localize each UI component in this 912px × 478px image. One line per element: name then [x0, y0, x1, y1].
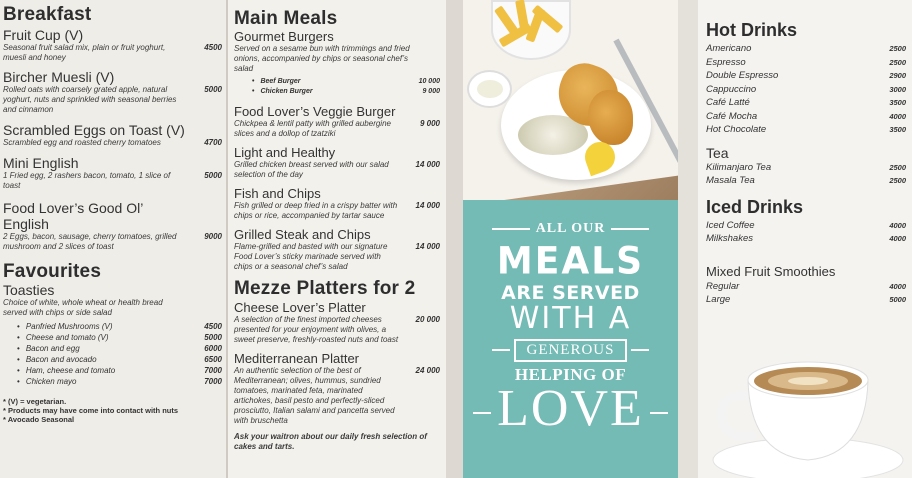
drink-price: 4000	[889, 220, 906, 230]
list-item	[706, 110, 908, 124]
drink-name: Espresso	[706, 56, 746, 68]
main-meals-panel	[228, 0, 446, 478]
toastie-name: • Panfried Mushrooms (V)	[17, 321, 113, 332]
drink-name: Large	[706, 294, 731, 305]
toastie-price: 7000	[204, 377, 222, 386]
menu-item	[234, 300, 440, 345]
burgers-desc: Served on a sesame bun with trimmings and fried onions, accompanied by chips or seasonal chef’s salad	[234, 44, 410, 73]
item-desc: Flame-grilled and basted with our signature Food Lover’s sticky marinade served with chips or a seasonal chef’s salad	[234, 242, 388, 271]
item-title: Fruit Cup (V)	[3, 27, 84, 43]
toastie-price: 6500	[204, 355, 222, 364]
tea-list	[706, 161, 908, 188]
drink-price: 3500	[889, 125, 906, 134]
poster-banner	[463, 339, 678, 362]
item-price: 5000	[204, 171, 222, 180]
poster-line: LOVE	[463, 378, 678, 440]
drink-price: 2500	[889, 162, 906, 172]
menu-item	[3, 69, 222, 115]
toastie-price: 4500	[204, 322, 222, 331]
toastie-price: 5000	[204, 333, 222, 342]
item-price: 20 000	[415, 315, 440, 324]
item-desc: Fish grilled or deep fried in a crispy batter with chips or rice, accompanied by tartar sauce	[234, 201, 398, 220]
footnote: * Avocado Seasonal	[3, 415, 75, 424]
iced-drinks-list	[706, 219, 908, 246]
burgers-list	[252, 77, 440, 97]
burger-name: • Chicken Burger	[252, 87, 313, 97]
drink-name: Americano	[706, 43, 752, 54]
drink-price: 5000	[889, 295, 906, 304]
drink-name: Regular	[706, 280, 740, 292]
list-item	[17, 354, 222, 365]
list-item	[706, 161, 908, 175]
footnote: * (V) = vegetarian.	[3, 397, 67, 406]
list-item	[706, 293, 908, 307]
list-item	[252, 87, 440, 97]
drink-price: 4000	[889, 234, 906, 243]
item-title: Bircher Muesli (V)	[3, 69, 115, 85]
menu-item	[234, 351, 440, 426]
fold-divider	[446, 0, 463, 478]
item-title: Food Lover’s Veggie Burger	[234, 104, 396, 119]
drink-name: Milkshakes	[706, 233, 753, 244]
list-item	[17, 365, 222, 376]
list-item	[706, 83, 908, 97]
drink-price: 2500	[889, 44, 906, 53]
list-item	[17, 376, 222, 387]
list-item	[706, 123, 908, 137]
drink-name: Kilimanjaro Tea	[706, 161, 772, 173]
toasties-title: Toasties	[3, 282, 55, 298]
item-price: 14 000	[415, 160, 440, 169]
breakfast-panel	[0, 0, 226, 478]
item-price: 14 000	[415, 201, 440, 210]
footnote: * Products may have come into contact with nuts	[3, 406, 179, 415]
promo-panel	[463, 0, 678, 478]
item-desc: An authentic selection of the best of Mediterranean; olives, hummus, sundried tomatoes, marinated feta, marinated artichokes, basil pesto and perfectly-sliced prosciutto, Italian salami and pancetta served with bruschetta	[234, 366, 395, 425]
item-desc: Chickpea & lentil patty with grilled aubergine slices and a dollop of tzatziki	[234, 119, 391, 138]
poster-line: MEALS	[496, 239, 645, 283]
item-title: Grilled Steak and Chips	[234, 227, 371, 242]
main-meals-heading: Main Meals	[234, 8, 338, 29]
menu-item	[3, 155, 222, 191]
item-title: Cheese Lover’s Platter	[234, 300, 366, 315]
list-item	[252, 77, 440, 87]
drink-name: Café Latté	[706, 97, 750, 108]
list-item	[17, 343, 222, 354]
drink-name: Hot Chocolate	[706, 124, 767, 135]
drink-name: Iced Coffee	[706, 219, 755, 231]
toasties-desc: Choice of white, whole wheat or health bread served with chips or side salad	[3, 298, 163, 317]
menu-item	[3, 200, 222, 252]
item-price: 4500	[204, 43, 222, 52]
toastie-price: 6000	[204, 344, 222, 353]
item-desc: Grilled chicken breast served with our salad selection of the day	[234, 160, 389, 179]
list-item	[17, 321, 222, 332]
item-desc: A selection of the finest imported cheeses presented for your enjoyment with olives, a sweet preserve, freshly-roasted nuts and toast	[234, 315, 399, 344]
toasties-list	[17, 321, 222, 387]
coffee-cup-image	[708, 335, 908, 478]
tea-heading: Tea	[706, 144, 729, 161]
list-item	[706, 69, 908, 83]
poster-line: HELPING OF	[514, 365, 627, 384]
item-title: Light and Healthy	[234, 145, 336, 160]
drink-price: 2900	[889, 71, 906, 80]
drink-price: 4000	[889, 281, 906, 291]
item-title: Food Lover’s Good Ol’ English	[3, 200, 143, 232]
item-desc: Seasonal fruit salad mix, plain or fruit yoghurt, muesli and honey	[3, 43, 166, 62]
list-item	[706, 42, 908, 56]
drink-name: Double Espresso	[706, 70, 779, 81]
tartar-sauce	[467, 70, 512, 108]
toastie-name: • Cheese and tomato (V)	[17, 332, 109, 343]
item-title: Fish and Chips	[234, 186, 321, 201]
love-poster	[463, 200, 678, 478]
favourites-heading: Favourites	[3, 261, 102, 282]
poster-line: ARE SERVED	[501, 282, 640, 304]
poster-line: WITH A	[509, 301, 632, 336]
cakes-note: Ask your waitron about our daily fresh selection of cakes and tarts.	[234, 432, 427, 451]
drink-price: 2500	[889, 57, 906, 67]
poster-line: ALL OUR	[463, 221, 678, 237]
list-item	[706, 96, 908, 110]
list-item	[17, 332, 222, 343]
item-price: 9 000	[419, 119, 440, 128]
item-title: Mini English	[3, 155, 79, 171]
toastie-name: • Chicken mayo	[17, 376, 77, 387]
burgers-title: Gourmet Burgers	[234, 29, 334, 44]
hot-drinks-heading: Hot Drinks	[706, 20, 798, 40]
item-desc: 2 Eggs, bacon, sausage, cherry tomatoes, grilled mushroom and 2 slices of toast	[3, 232, 177, 251]
toastie-name: • Bacon and avocado	[17, 354, 97, 365]
smoothies-list	[706, 280, 908, 307]
toastie-price: 7000	[204, 366, 222, 375]
toastie-name: • Bacon and egg	[17, 343, 80, 354]
drink-price: 3000	[889, 84, 906, 94]
drink-price: 4000	[889, 111, 906, 121]
drink-name: Masala Tea	[706, 175, 755, 186]
item-title: Scrambled Eggs on Toast (V)	[3, 122, 185, 138]
item-title: Mediterranean Platter	[234, 351, 360, 366]
breakfast-heading: Breakfast	[3, 4, 92, 25]
toastie-name: • Ham, cheese and tomato	[17, 365, 115, 376]
fish-and-chips-photo	[463, 0, 678, 200]
fold-divider	[678, 0, 698, 478]
menu-item	[234, 145, 440, 180]
drink-price: 3500	[889, 98, 906, 107]
item-desc: 1 Fried egg, 2 rashers bacon, tomato, 1 slice of toast	[3, 171, 171, 190]
list-item	[706, 219, 908, 233]
burger-price: 9 000	[422, 88, 440, 95]
menu-item	[234, 227, 440, 272]
item-price: 14 000	[415, 242, 440, 251]
smoothies-heading: Mixed Fruit Smoothies	[706, 263, 836, 279]
menu-item	[3, 122, 222, 148]
item-desc: Scrambled egg and roasted cherry tomatoes	[3, 138, 161, 147]
drinks-panel	[698, 0, 912, 478]
iced-drinks-heading: Iced Drinks	[706, 196, 804, 217]
item-price: 24 000	[415, 366, 440, 375]
list-item	[706, 56, 908, 70]
drink-price: 2500	[889, 176, 906, 185]
menu-item	[3, 27, 222, 63]
list-item	[706, 174, 908, 188]
item-price: 9000	[204, 232, 222, 241]
burger-name: • Beef Burger	[252, 77, 301, 87]
item-desc: Rolled oats with coarsely grated apple, natural yoghurt, nuts and sprinkled with seasonal berries and cinnamon	[3, 85, 177, 114]
item-price: 5000	[204, 85, 222, 94]
list-item	[706, 232, 908, 246]
footnotes	[3, 397, 222, 424]
menu-item	[234, 186, 440, 221]
menu-item	[234, 104, 440, 139]
drink-name: Cappuccino	[706, 83, 757, 95]
drink-name: Café Mocha	[706, 110, 758, 122]
poster-line: GENEROUS	[514, 339, 626, 362]
burger-price: 10 000	[418, 78, 440, 85]
list-item	[706, 280, 908, 294]
hot-drinks-list	[706, 42, 908, 137]
mezze-heading: Mezze Platters for 2	[234, 278, 416, 299]
item-price: 4700	[204, 138, 222, 147]
